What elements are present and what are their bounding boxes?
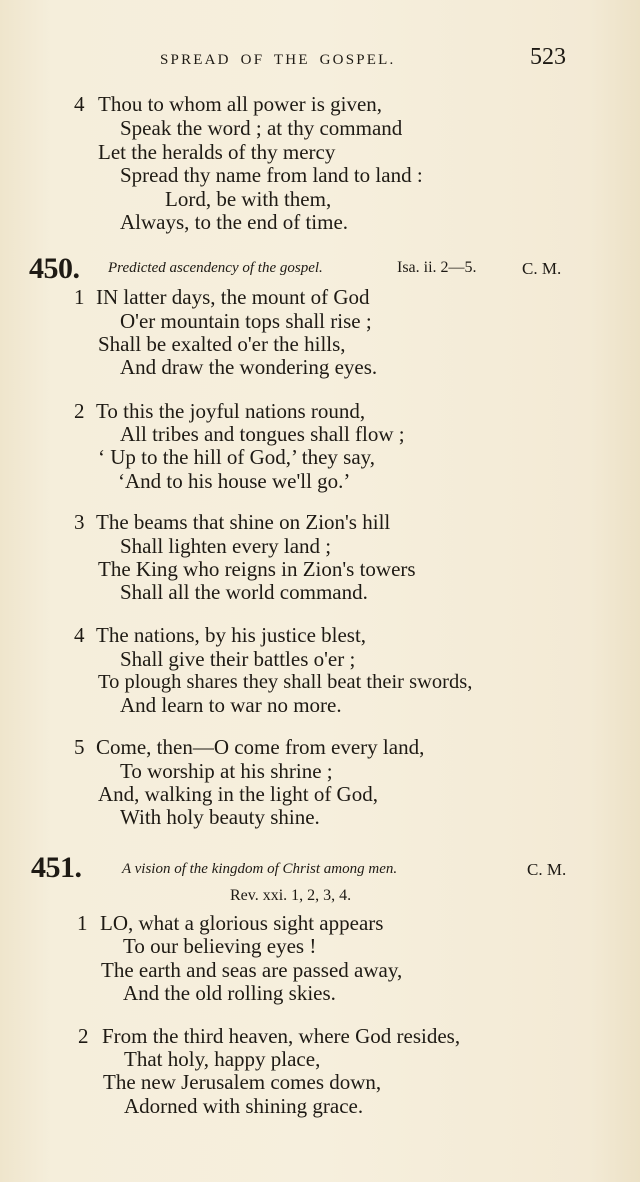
stanza-number: 3 [74, 510, 85, 534]
verse-line: To worship at his shrine ; [120, 759, 333, 783]
verse-line: Shall be exalted o'er the hills, [98, 332, 346, 356]
verse-line: And, walking in the light of God, [98, 782, 378, 806]
verse-line: To our believing eyes ! [123, 934, 317, 958]
verse-line: Speak the word ; at thy command [120, 116, 403, 140]
stanza-number: 2 [78, 1024, 89, 1048]
verse-line: Spread thy name from land to land : [120, 163, 423, 187]
verse-line: Come, then—O come from every land, [96, 735, 425, 759]
stanza-number: 1 [77, 911, 88, 935]
verse-line: The new Jerusalem comes down, [103, 1070, 382, 1094]
verse-line: All tribes and tongues shall flow ; [120, 422, 405, 446]
hymn-title: A vision of the kingdom of Christ among men. [122, 861, 398, 877]
scripture-reference: Isa. ii. 2—5. [397, 259, 477, 276]
verse-line: With holy beauty shine. [120, 805, 320, 829]
verse-line: That holy, happy place, [124, 1047, 321, 1071]
running-title: SPREAD OF THE GOSPEL. [160, 52, 396, 68]
verse-line: To plough shares they shall beat their swords, [98, 671, 473, 693]
verse-line: And the old rolling skies. [123, 981, 336, 1005]
verse-line: Always, to the end of time. [120, 210, 349, 234]
verse-line: Adorned with shining grace. [124, 1094, 364, 1118]
hymn-number: 451. [31, 851, 82, 884]
page-header [0, 44, 640, 76]
verse-line: The earth and seas are passed away, [101, 958, 403, 982]
hymn-number: 450. [29, 252, 80, 285]
verse-line: ‘ Up to the hill of God,’ they say, [98, 445, 376, 469]
page-number: 523 [530, 44, 566, 70]
verse-line: Shall all the world command. [120, 580, 368, 604]
verse-line: Shall give their battles o'er ; [120, 647, 356, 671]
stanza-number: 4 [74, 623, 85, 647]
hymn-title: Predicted ascendency of the gospel. [108, 260, 323, 276]
verse-line: To this the joyful nations round, [96, 399, 366, 423]
meter: C. M. [522, 259, 562, 278]
verse-line: Thou to whom all power is given, [98, 92, 383, 116]
verse-line: The beams that shine on Zion's hill [96, 510, 391, 534]
verse-line: And learn to war no more. [120, 693, 342, 717]
verse-line: From the third heaven, where God resides, [102, 1024, 461, 1048]
verse-line: The nations, by his justice blest, [96, 623, 367, 647]
verse-line: LO, what a glorious sight appears [100, 911, 384, 935]
scripture-reference: Rev. xxi. 1, 2, 3, 4. [230, 887, 352, 904]
verse-line: The King who reigns in Zion's towers [98, 557, 416, 581]
verse-line: And draw the wondering eyes. [120, 355, 378, 379]
stanza-number: 2 [74, 399, 85, 423]
stanza-number: 5 [74, 735, 85, 759]
verse-line: Shall lighten every land ; [120, 534, 332, 558]
meter: C. M. [527, 860, 567, 879]
verse-line: O'er mountain tops shall rise ; [120, 309, 372, 333]
stanza-number: 1 [74, 285, 85, 309]
verse-line: IN latter days, the mount of God [96, 285, 370, 309]
verse-line: ‘And to his house we'll go.’ [118, 469, 351, 493]
verse-line: Lord, be with them, [165, 187, 332, 211]
verse-line: Let the heralds of thy mercy [98, 140, 336, 164]
stanza-number: 4 [74, 92, 85, 116]
